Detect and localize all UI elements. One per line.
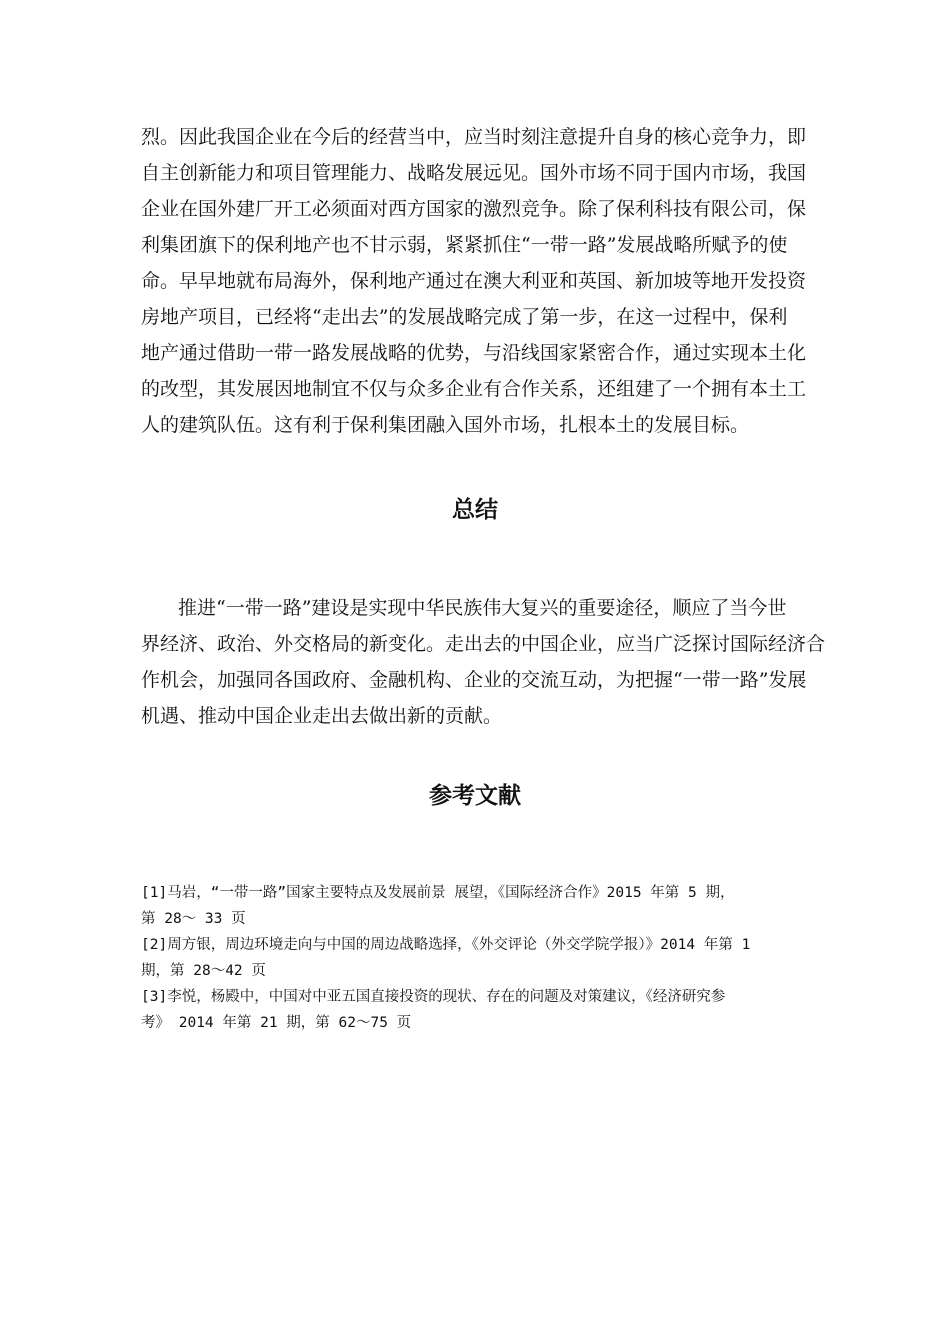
body-line: 自主创新能力和项目管理能力、战略发展远见。国外市场不同于国内市场，我国	[141, 162, 807, 184]
summary-line: 作机会，加强同各国政府、金融机构、企业的交流互动，为把握“一带一路”发展	[141, 669, 807, 691]
summary-line: 界经济、政治、外交格局的新变化。走出去的中国企业，应当广泛探讨国际经济合	[141, 633, 826, 655]
summary-heading: 总结	[452, 497, 498, 523]
body-line: 命。早早地就布局海外，保利地产通过在澳大利亚和英国、新加坡等地开发投资	[141, 270, 807, 292]
reference-line: [1]马岩，“一带一路”国家主要特点及发展前景 展望，《国际经济合作》2015 年第 5 期，	[141, 885, 735, 901]
summary-line: 推进“一带一路”建设是实现中华民族伟大复兴的重要途径，顺应了当今世	[178, 597, 787, 619]
summary-line: 机遇、推动中国企业走出去做出新的贡献。	[141, 705, 503, 727]
body-line: 地产通过借助一带一路发展战略的优势，与沿线国家紧密合作，通过实现本土化	[141, 342, 807, 364]
body-line: 人的建筑队伍。这有利于保利集团融入国外市场，扎根本土的发展目标。	[141, 414, 750, 436]
reference-line: [3]李悦，杨殿中，中国对中亚五国直接投资的现状、存在的问题及对策建议，《经济研究参	[141, 989, 726, 1005]
body-line: 的改型，其发展因地制宜不仅与众多企业有合作关系，还组建了一个拥有本土工	[141, 378, 807, 400]
body-line: 房地产项目，已经将“走出去”的发展战略完成了第一步，在这一过程中，保利	[141, 306, 788, 328]
reference-line: 第 28～ 33 页	[141, 911, 246, 927]
reference-line: 考》 2014 年第 21 期，第 62～75 页	[141, 1015, 412, 1031]
body-line: 烈。因此我国企业在今后的经营当中，应当时刻注意提升自身的核心竞争力，即	[141, 126, 807, 148]
reference-line: 期，第 28～42 页	[141, 963, 266, 979]
body-line: 企业在国外建厂开工必须面对西方国家的激烈竞争。除了保利科技有限公司，保	[141, 198, 807, 220]
body-line: 利集团旗下的保利地产也不甘示弱，紧紧抓住“一带一路”发展战略所赋予的使	[141, 234, 788, 256]
references-heading: 参考文献	[429, 783, 521, 809]
reference-line: [2]周方银，周边环境走向与中国的周边战略选择，《外交评论（外交学院学报）》2014 年第 1	[141, 937, 751, 953]
